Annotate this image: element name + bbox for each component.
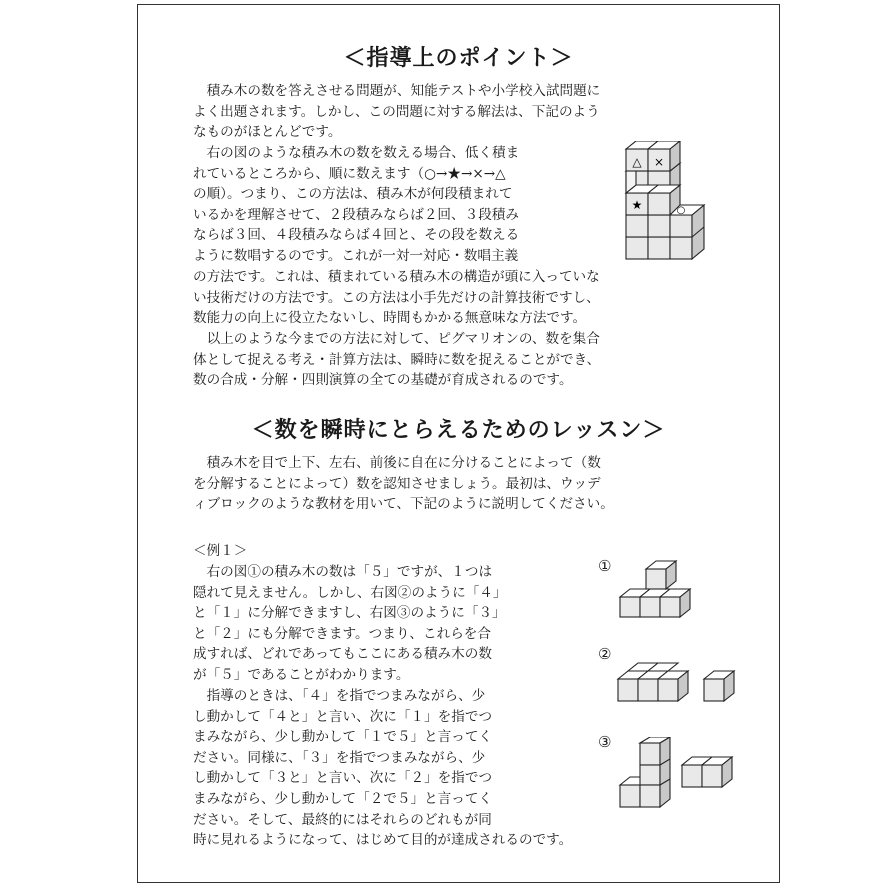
figure-1-five-blocks — [616, 553, 696, 631]
heading-teaching-points: ＜指導上のポイント＞ — [343, 46, 574, 71]
paragraph-criticism — [193, 267, 738, 329]
text-line: れているところから、順に数えます（○→★→×→△ — [193, 165, 506, 182]
circle-mark: ○ — [676, 205, 686, 216]
figure-3-three-and-two — [616, 737, 746, 817]
text-line: が「５」であることがわかります。 — [193, 666, 410, 683]
text-line: と「１」に分解できますし、右図③のように「３」 — [193, 605, 506, 622]
document-page — [137, 4, 780, 883]
text-line: の方法です。これは、積まれている積み木の構造が頭に入っていな — [193, 269, 600, 285]
paragraph-pygmalion — [193, 329, 738, 391]
text-line: 体として捉える考え・計算方法は、瞬時に数を捉えることができ、 — [193, 351, 601, 368]
text-line: ように数唱するのです。これが一対一対応・数唱主義 — [193, 247, 519, 264]
text-line: ならば３回、４段積みならば４回と、その段を数える — [193, 227, 520, 244]
paragraph-lesson-intro — [193, 453, 738, 515]
text-line: 数の合成・分解・四則演算の全ての基礎が育成されるのです。 — [193, 372, 573, 389]
text-line: 以上のような今までの方法に対して、ピグマリオンの、数を集合 — [206, 331, 600, 347]
paragraph-counting-method — [193, 143, 613, 267]
text-line: ィブロックのような教材を用いて、下記のように説明してください。 — [193, 496, 614, 513]
text-line: と「２」にも分解できます。つまり、これらを合 — [193, 625, 491, 642]
text-line: 指導のときは、「４」を指でつまみながら、少 — [206, 688, 486, 704]
text-line: 右の図①の積み木の数は「５」ですが、１つは — [206, 564, 493, 580]
text-line: 数能力の向上に役立たないし、時間もかかる無意味な方法です。 — [193, 310, 587, 327]
stacked-blocks-figure — [618, 141, 712, 269]
figure-label-3: ③ — [598, 733, 612, 751]
text-line: 成すれば、どれであってもここにある積み木の数 — [193, 646, 492, 663]
triangle-mark: △ — [632, 155, 642, 169]
text-line: 積み木を目で上下、左右、前後に自在に分けることによって（数 — [206, 455, 601, 471]
star-mark: ★ — [631, 198, 643, 212]
paragraph-intro — [193, 81, 738, 143]
text-line: まみながら、少し動かして「１で５」と言ってく — [193, 729, 493, 746]
text-line: し動かして「３と」と言い、次に「２」を指でつ — [193, 770, 493, 787]
figure-2-four-and-one — [616, 657, 746, 713]
text-line: の順）。つまり、この方法は、積み木が何段積まれて — [193, 186, 513, 203]
text-line: 右の図のような積み木の数を数える場合、低く積ま — [206, 145, 520, 161]
text-line: 隠れて見えません。しかし、右図②のように「４」 — [193, 584, 507, 601]
text-line: し動かして「４と」と言い、次に「１」を指でつ — [193, 708, 493, 725]
text-line: いるかを理解させて、２段積みならば２回、３段積み — [193, 206, 519, 223]
figure-label-2: ② — [598, 645, 612, 663]
text-line: なものがほとんどです。 — [193, 124, 342, 141]
text-line: を分解することによって）数を認知させましょう。最初は、ウッデ — [193, 475, 601, 492]
heading-lesson: ＜数を瞬時にとらえるためのレッスン＞ — [251, 418, 666, 443]
text-line: 積み木の数を答えさせる問題が、知能テストや小学校入試問題に — [206, 83, 601, 99]
text-line: まみながら、少し動かして「２で５」と言ってく — [193, 790, 493, 807]
figure-label-1: ① — [598, 557, 612, 575]
paragraph-example-decompose — [193, 562, 613, 686]
example-1-label: ＜例１＞ — [193, 543, 248, 559]
text-line: よく出題されます。しかし、この問題に対する解法は、下記のよう — [193, 103, 600, 120]
text-line: 時に見れるようになって、はじめて目的が達成されるのです。 — [193, 832, 573, 849]
cross-mark: × — [653, 155, 665, 169]
text-line: い技術だけの方法です。この方法は小手先だけの計算技術ですし、 — [193, 289, 600, 306]
text-line: ださい。そして、最終的にはそれらのどれもが同 — [193, 811, 492, 828]
text-line: ださい。同様に、「３」を指でつまみながら、少 — [193, 749, 486, 766]
